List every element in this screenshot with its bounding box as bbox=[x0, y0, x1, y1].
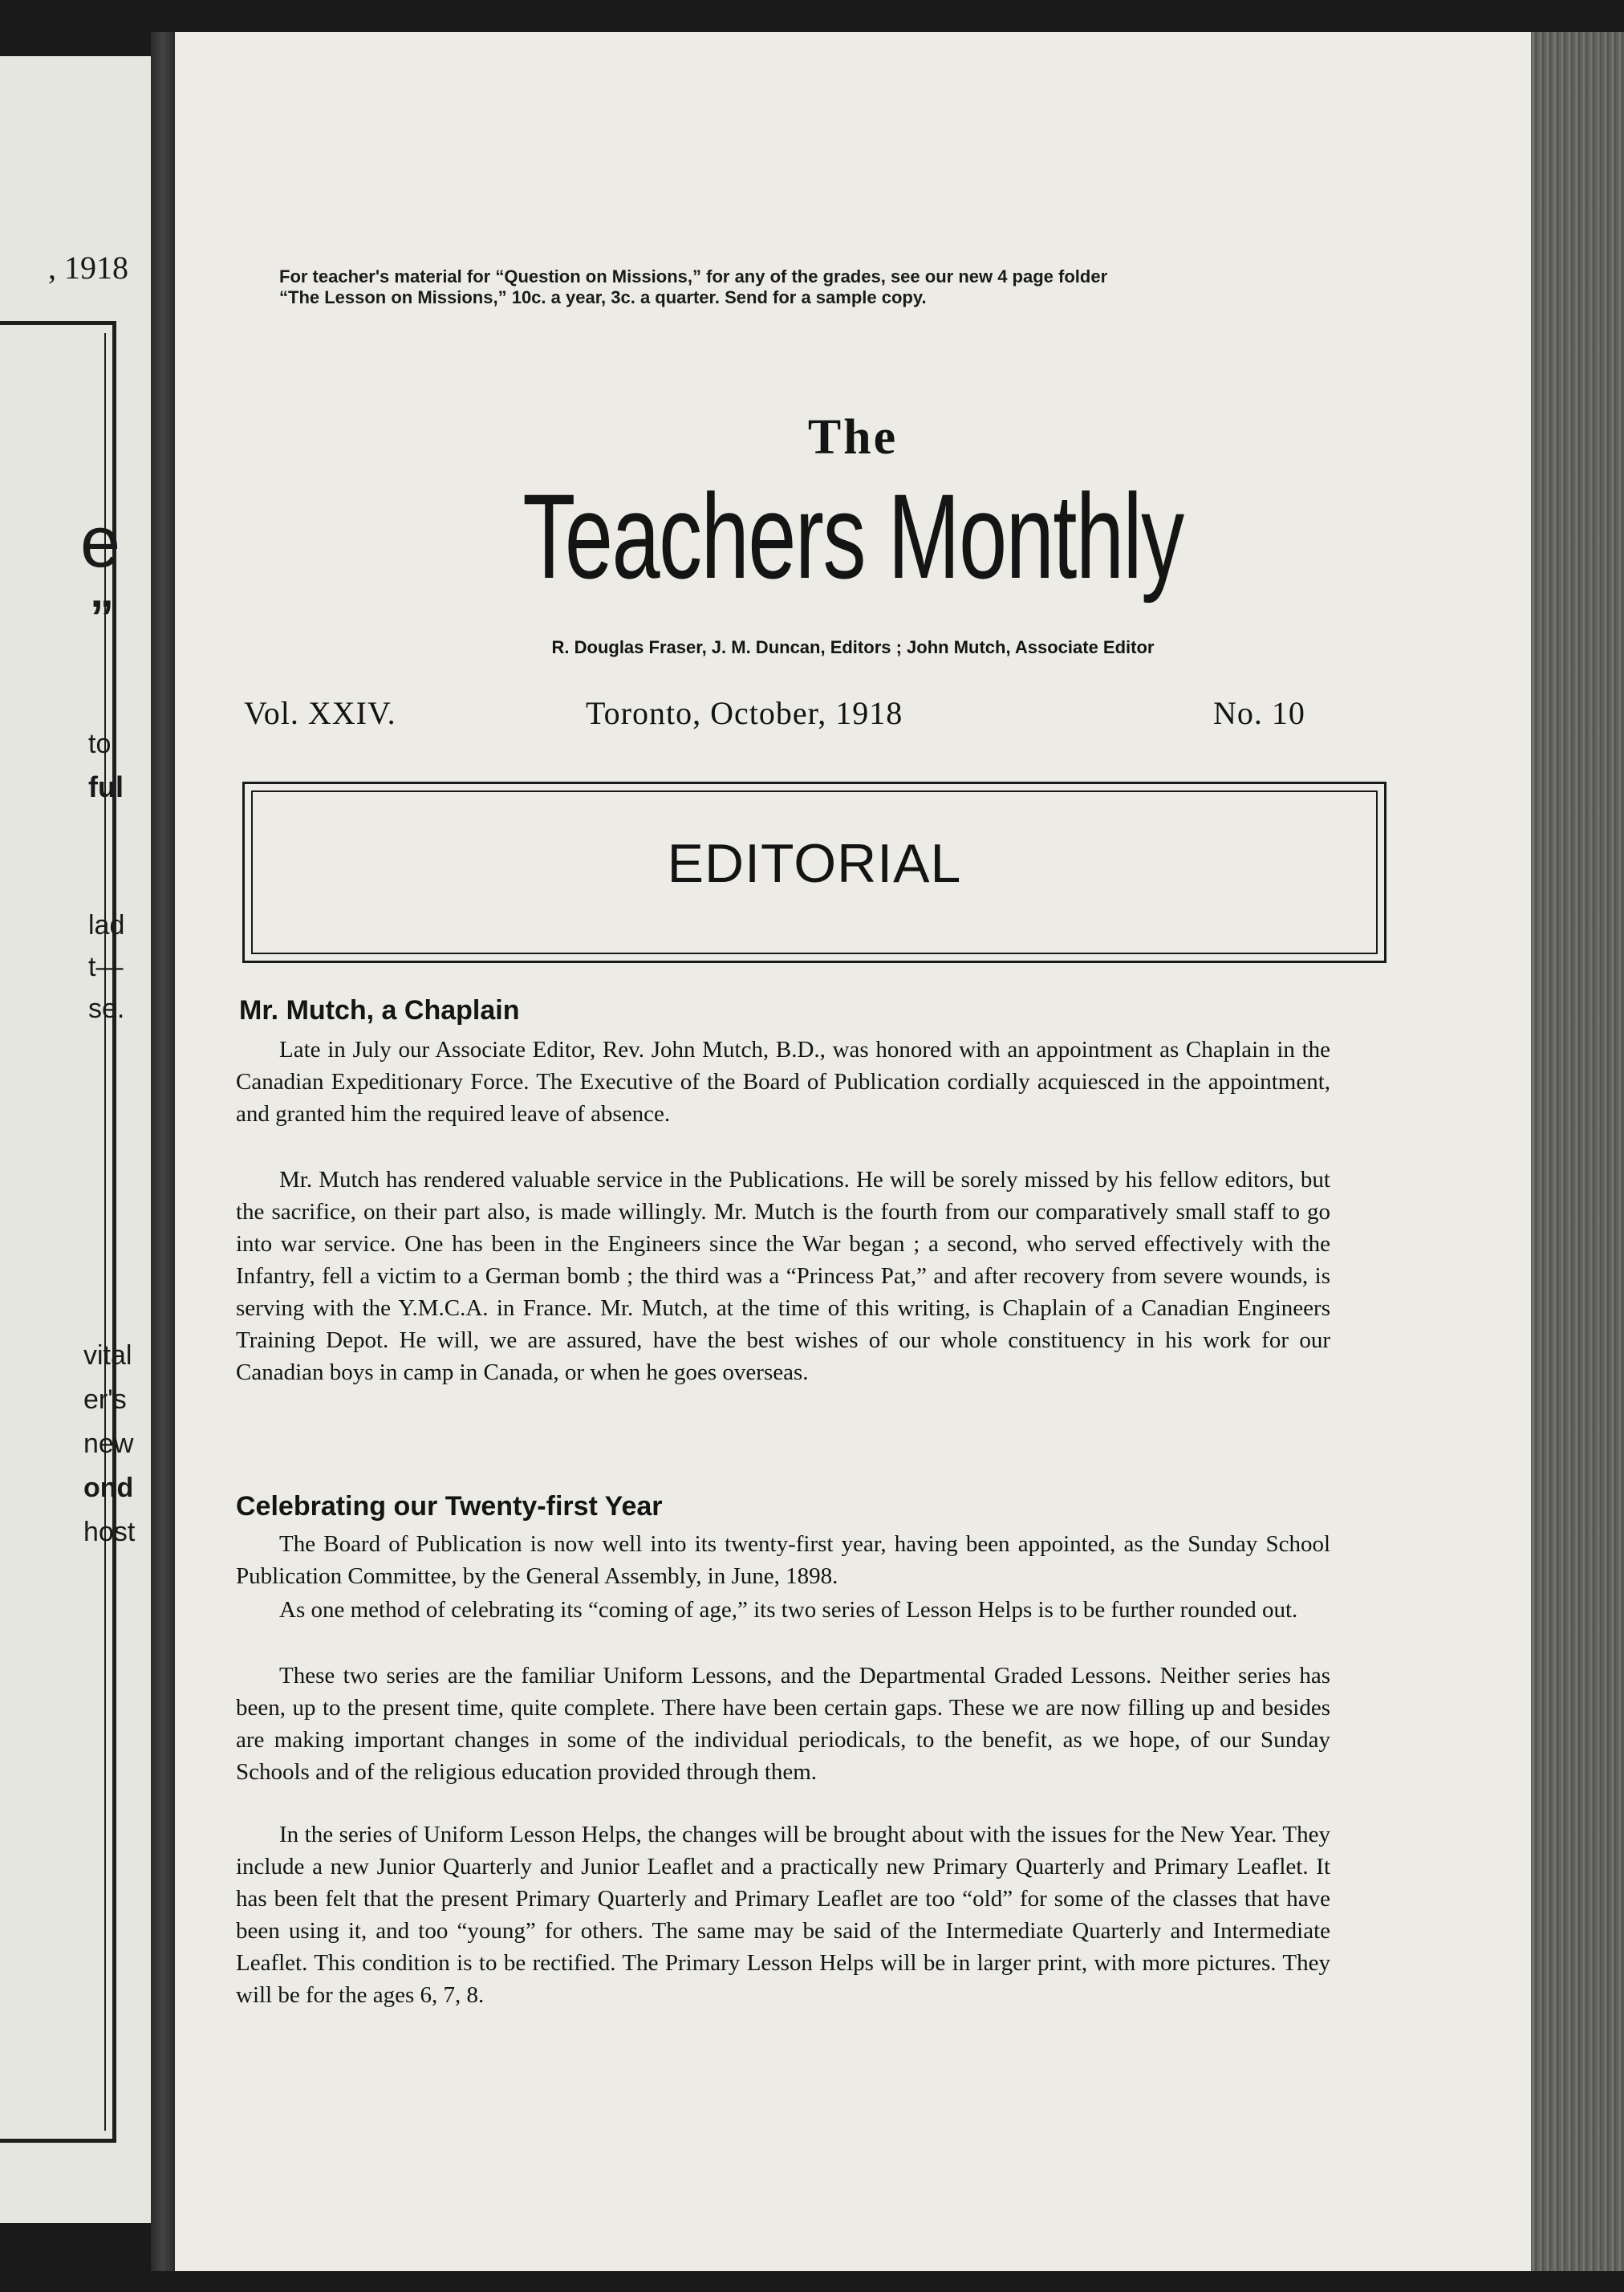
missions-notice bbox=[279, 266, 1107, 308]
article-paragraph: In the series of Uniform Lesson Helps, the changes will be brought about with the issues for the New Year. They include a new Junior Quarterly and Junior Leaflet and a practically new Primary Quarterly and Primary Leaflet. It has been felt that the present Primary Quarterly and Primary Leaflet are too “old” for some of the classes that have been using it, and too “young” for others. The same may be said of the Intermediate Quarterly and Intermediate Leaflet. This condition is to be rectified. The Primary Lesson Helps will be in larger print, with more pictures. They will be for the ages 6, 7, 8. bbox=[236, 1822, 1330, 2008]
issue-date: Toronto, October, 1918 bbox=[586, 695, 903, 731]
left-fragment: e bbox=[80, 502, 121, 583]
left-fragment: host bbox=[83, 1517, 136, 1547]
left-fragment: er's bbox=[83, 1384, 127, 1415]
page-stack-edge bbox=[1531, 32, 1624, 2271]
book-gutter bbox=[151, 32, 175, 2271]
notice-line: For teacher's material for “Question on Missions,” for any of the grades, see our new 4 page folder bbox=[279, 266, 1108, 286]
left-fragment: , 1918 bbox=[48, 250, 128, 286]
left-fragment: ful bbox=[88, 770, 124, 803]
volume-label: Vol. XXIV. bbox=[244, 695, 396, 731]
left-fragment: lad bbox=[88, 910, 125, 941]
editors-line: R. Douglas Fraser, J. M. Duncan, Editors ; John Mutch, Associate Editor bbox=[551, 637, 1155, 657]
article-paragraph: As one method of celebrating its “coming of age,” its two series of Lesson Helps is to be further rounded out. bbox=[279, 1597, 1298, 1623]
notice-line: “The Lesson on Missions,” 10c. a year, 3c. a quarter. Send for a sample copy. bbox=[279, 287, 927, 307]
section-title: EDITORIAL bbox=[667, 833, 962, 894]
article-paragraph: The Board of Publication is now well into its twenty-first year, having been appointed, as the Sunday School Publication Committee, by the General Assembly, in June, 1898. bbox=[236, 1531, 1330, 1589]
article-heading: Celebrating our Twenty-first Year bbox=[236, 1491, 663, 1522]
left-fragment: to bbox=[88, 729, 112, 759]
left-fragment: se. bbox=[88, 994, 125, 1024]
magazine-page bbox=[175, 32, 1531, 2271]
left-fragment: vital bbox=[83, 1340, 132, 1371]
left-fragment: ond bbox=[83, 1473, 134, 1503]
left-facing-page bbox=[0, 56, 151, 2223]
article-heading: Mr. Mutch, a Chaplain bbox=[239, 995, 520, 1026]
masthead-title: Teachers Monthly bbox=[522, 469, 1183, 603]
left-fragment: t— bbox=[88, 952, 124, 982]
left-fragment: ” bbox=[90, 591, 114, 644]
issue-number: No. 10 bbox=[1213, 695, 1305, 731]
article-paragraph: Late in July our Associate Editor, Rev. John Mutch, B.D., was honored with an appointment as Chaplain in the Canadian Expeditionary Force. The Executive of the Board of Publication cordially acquiesced in the appointment, and granted him the required leave of absence. bbox=[236, 1037, 1330, 1127]
editorial-banner bbox=[242, 782, 1386, 963]
masthead-the: The bbox=[807, 410, 899, 465]
left-fragment: new bbox=[83, 1428, 134, 1459]
article-paragraph: Mr. Mutch has rendered valuable service in the Publications. He will be sorely missed by his fellow editors, but the sacrifice, on their part also, is made willingly. Mr. Mutch is the fourth from our comparatively small staff to go into war service. One has been in the Engineers since the War began ; a second, who served effectively with the Infantry, fell a victim to a German bomb ; the third was a “Princess Pat,” and after recovery from severe wounds, is serving with the Y.M.C.A. in France. Mr. Mutch, at the time of this writing, is Chaplain of a Canadian Engineers Training Depot. He will, we are assured, have the best wishes of our whole constituency in his work for our Canadian boys in camp in Canada, or when he goes overseas. bbox=[236, 1167, 1330, 1385]
article-paragraph: These two series are the familiar Uniform Lessons, and the Departmental Graded Lessons. Neither series has been, up to the present time, quite complete. There have been certain gaps. These we are now filling up and besides are making important changes in some of the individual periodicals, to the benefit, as we hope, of our Sunday Schools and of the religious education provided through them. bbox=[236, 1663, 1330, 1785]
